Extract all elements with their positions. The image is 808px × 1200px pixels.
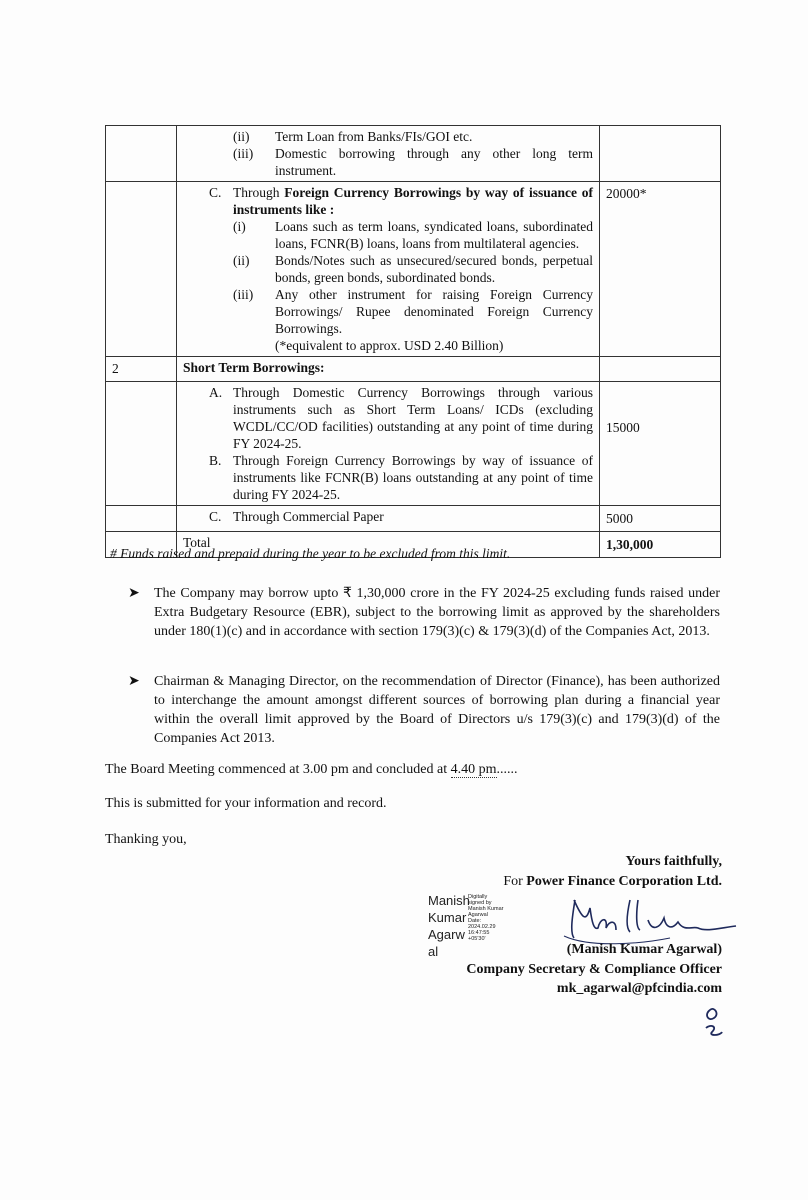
- total-label: Total: [177, 532, 600, 558]
- arrow-bullet-icon: ➤: [128, 674, 140, 689]
- list-item: (ii) Term Loan from Banks/FIs/GOI etc.: [233, 129, 473, 144]
- table-row: [106, 357, 721, 382]
- table-row: [106, 126, 721, 182]
- list-item: (iii) Any other instrument for raising Foreign Currency Borrowings/ Rupee denominated Foreign Currency Borrowings.: [233, 287, 593, 336]
- list-item: B. Through Foreign Currency Borrowings by way of issuance of instruments like FCNR(B) loans outstanding at any point of time during FY 2024-25.: [209, 453, 593, 502]
- table-row: [106, 182, 721, 357]
- list-item: ➤ Chairman & Managing Director, on the recommendation of Director (Finance), has been authorized to interchange the amount amongst different sources of borrowing plan during a financial year within the overall limit approved by the Board of Directors u/s 179(3)(c) and 179(3)(d) of the Companies Act 2013.: [128, 674, 720, 746]
- table-row: [106, 382, 721, 506]
- meeting-end-time: 4.40 pm: [450, 762, 497, 777]
- table-row: [106, 506, 721, 532]
- submission-line: This is submitted for your information and record.: [105, 796, 387, 811]
- list-item: (ii) Bonds/Notes such as unsecured/secured bonds, perpetual bonds, green bonds, subordinated bonds.: [233, 253, 593, 285]
- list-item: (i) Loans such as term loans, syndicated loans, subordinated loans, FCNR(B) loans, loans from multilateral agencies.: [233, 219, 593, 251]
- section-heading: C. Through Foreign Currency Borrowings by way of issuance of instruments like :: [209, 185, 593, 217]
- signatory-name: (Manish Kumar Agarwal): [566, 942, 722, 957]
- signatory-designation: Company Secretary & Compliance Officer: [466, 962, 722, 977]
- amount-cell: [600, 357, 721, 382]
- arrow-bullet-icon: ➤: [128, 586, 140, 601]
- amount-cell: 5000: [600, 506, 721, 532]
- amount-cell: 15000: [600, 382, 721, 506]
- particulars-cell: [177, 382, 600, 506]
- list-item: ➤ The Company may borrow upto ₹ 1,30,000 crore in the FY 2024-25 excluding funds raised under Extra Budgetary Resource (EBR), subject to the borrowing limit as approved by the shareholders under 180(1)(c) and in accordance with section 179(3)(c) & 179(3)(d) of the Companies Act, 2013.: [128, 586, 720, 639]
- list-item: C. Through Commercial Paper: [209, 509, 384, 524]
- sno-cell: [106, 182, 177, 357]
- meeting-line: The Board Meeting commenced at 3.00 pm and concluded at 4.40 pm......: [105, 762, 518, 777]
- total-amount: 1,30,000: [600, 532, 721, 558]
- closing: Yours faithfully,: [625, 854, 722, 869]
- usd-note: (*equivalent to approx. USD 2.40 Billion): [275, 338, 504, 353]
- sno-cell: [106, 506, 177, 532]
- digital-signature-stamp: Manish Kumar Agarw al Digitally signed by Manish Kumar Agarwal Date: 2024.02.29 16:47:55 +05'30': [428, 892, 470, 960]
- sno-cell: [106, 382, 177, 506]
- sno-cell: [106, 126, 177, 182]
- footnote: # Funds raised and prepaid during the year to be excluded from this limit.: [110, 546, 511, 561]
- list-item: (iii) Domestic borrowing through any other long term instrument.: [233, 146, 593, 178]
- thanking-line: Thanking you,: [105, 832, 187, 847]
- short-term-heading: Short Term Borrowings:: [177, 357, 600, 382]
- amount-cell: [600, 126, 721, 182]
- list-item: A. Through Domestic Currency Borrowings through various instruments such as Short Term Loans/ ICDs (excluding WCDL/CC/OD facilities) outstanding at any point of time during FY 2024-25.: [209, 385, 593, 451]
- stamp-details: Digitally signed by Manish Kumar Agarwal Date: 2024.02.29 16:47:55 +05'30': [468, 894, 504, 942]
- handwritten-signature: [560, 888, 740, 948]
- handwritten-mark: [700, 1000, 730, 1040]
- borrowing-table: [105, 125, 721, 558]
- particulars-cell: [177, 182, 600, 357]
- particulars-cell: [177, 126, 600, 182]
- sno-cell: 2: [106, 357, 177, 382]
- amount-cell: 20000*: [600, 182, 721, 357]
- signatory-email: mk_agarwal@pfcindia.com: [556, 981, 722, 996]
- org-line: For Power Finance Corporation Ltd.: [503, 874, 722, 889]
- particulars-cell: [177, 506, 600, 532]
